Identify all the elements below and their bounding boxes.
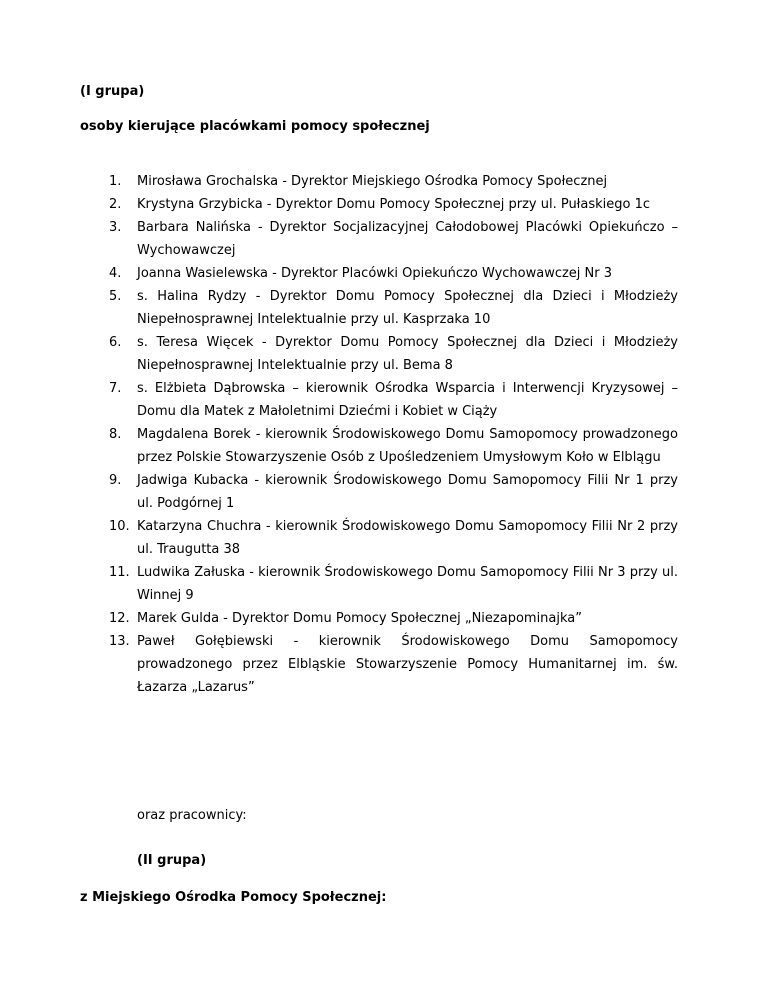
list-item bbox=[109, 469, 678, 515]
list-item bbox=[109, 377, 678, 423]
list-item-text: s. Elżbieta Dąbrowska – kierownik Ośrodka Wsparcia i Interwencji Kryzysowej – Domu dla Matek z Małoletnimi Dziećmi i Kobiet w Ciąży bbox=[137, 381, 678, 419]
list-item-text: Mirosława Grochalska - Dyrektor Miejskiego Ośrodka Pomocy Społecznej bbox=[137, 174, 608, 189]
list-item-number: 5. bbox=[109, 289, 122, 304]
list-item bbox=[109, 285, 678, 331]
list-item-number: 3. bbox=[109, 220, 122, 235]
list-item-text: Jadwiga Kubacka - kierownik Środowiskowego Domu Samopomocy Filii Nr 1 przy ul. Podgórnej 1 bbox=[137, 473, 678, 511]
list-item-text: Paweł Gołębiewski - kierownik Środowiskowego Domu Samopomocy prowadzonego przez Elbląskie Stowarzyszenie Pomocy Humanitarnej im. św. Łazarza „Lazarus” bbox=[137, 634, 678, 695]
list-item-number: 9. bbox=[109, 473, 122, 488]
list-item bbox=[109, 170, 678, 193]
list-item bbox=[109, 216, 678, 262]
list-item bbox=[109, 331, 678, 377]
list-item bbox=[109, 193, 678, 216]
list-item bbox=[109, 607, 678, 630]
list-item-number: 8. bbox=[109, 427, 122, 442]
list-item-text: Marek Gulda - Dyrektor Domu Pomocy Społecznej „Niezapominajka” bbox=[137, 611, 582, 626]
list-item-number: 4. bbox=[109, 266, 122, 281]
list-item-number: 7. bbox=[109, 381, 122, 396]
list-item-number: 12. bbox=[109, 611, 130, 626]
list-item-number: 10. bbox=[109, 519, 130, 534]
list-item-text: Katarzyna Chuchra - kierownik Środowiskowego Domu Samopomocy Filii Nr 2 przy ul. Traugutta 38 bbox=[137, 519, 678, 557]
list-item-number: 2. bbox=[109, 197, 122, 212]
list-item-text: Joanna Wasielewska - Dyrektor Placówki Opiekuńczo Wychowawczej Nr 3 bbox=[137, 266, 613, 281]
group-1-title: (I grupa) bbox=[80, 84, 145, 99]
list-item-text: s. Teresa Więcek - Dyrektor Domu Pomocy Społecznej dla Dzieci i Młodzieży Niepełnosprawnej Intelektualnie przy ul. Bema 8 bbox=[137, 335, 678, 373]
list-item bbox=[109, 561, 678, 607]
group-2-subtitle: z Miejskiego Ośrodka Pomocy Społecznej: bbox=[80, 890, 387, 905]
list-item-text: Barbara Nalińska - Dyrektor Socjalizacyjnej Całodobowej Placówki Opiekuńczo – Wychowawczej bbox=[137, 220, 678, 258]
list-item-number: 13. bbox=[109, 634, 130, 649]
list-item-number: 6. bbox=[109, 335, 122, 350]
list-item-text: Magdalena Borek - kierownik Środowiskowego Domu Samopomocy prowadzonego przez Polskie Stowarzyszenie Osób z Upośledzeniem Umysłowym Koło w Elblągu bbox=[137, 427, 678, 465]
group-2-title: (II grupa) bbox=[137, 853, 207, 868]
list-item-text: Krystyna Grzybicka - Dyrektor Domu Pomocy Społecznej przy ul. Pułaskiego 1c bbox=[137, 197, 651, 212]
list-item bbox=[109, 515, 678, 561]
list-item-text: Ludwika Załuska - kierownik Środowiskowego Domu Samopomocy Filii Nr 3 przy ul. Winnej 9 bbox=[137, 565, 678, 603]
list-item-number: 1. bbox=[109, 174, 122, 189]
list-item bbox=[109, 630, 678, 699]
list-item bbox=[109, 262, 678, 285]
managers-list bbox=[109, 170, 678, 699]
group-1-subtitle: osoby kierujące placówkami pomocy społecznej bbox=[80, 119, 430, 134]
staff-label: oraz pracownicy: bbox=[137, 808, 247, 823]
list-item bbox=[109, 423, 678, 469]
list-item-number: 11. bbox=[109, 565, 130, 580]
list-item-text: s. Halina Rydzy - Dyrektor Domu Pomocy Społecznej dla Dzieci i Młodzieży Niepełnosprawnej Intelektualnie przy ul. Kasprzaka 10 bbox=[137, 289, 678, 327]
